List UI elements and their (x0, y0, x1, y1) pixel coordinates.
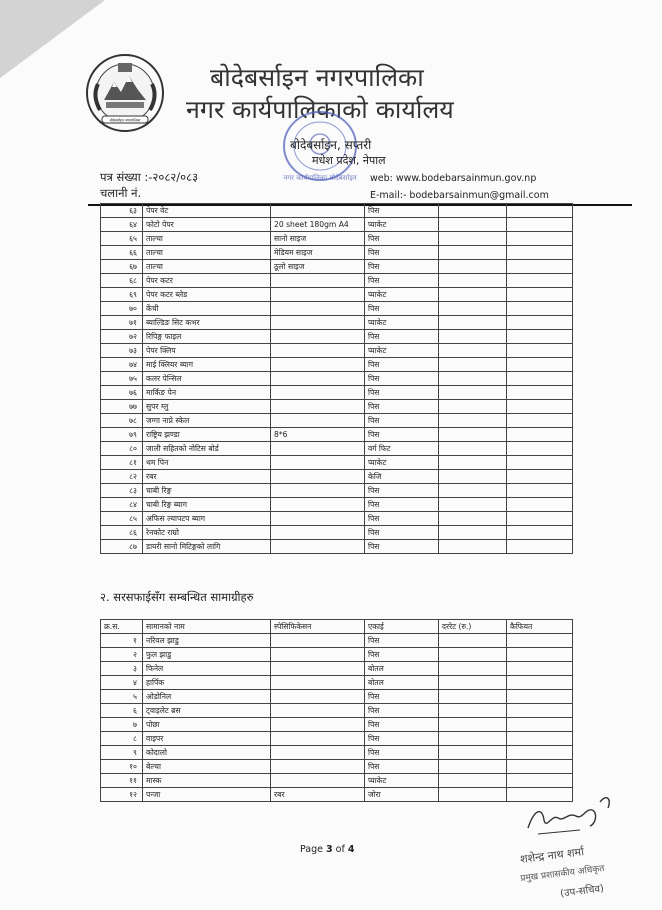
remarks-cell (507, 386, 573, 400)
spec-cell (271, 662, 365, 676)
rate-cell (439, 218, 507, 232)
rate-cell (439, 428, 507, 442)
spec-cell: 20 sheet 180gm A4 (271, 218, 365, 232)
unit-cell: पिस (365, 358, 439, 372)
unit-cell: पिस (365, 386, 439, 400)
supplies-table-1 (100, 203, 573, 554)
sn-cell: ६ (101, 704, 143, 718)
sn-cell: ७३ (101, 344, 143, 358)
unit-cell: पिस (365, 512, 439, 526)
unit-cell: पिस (365, 400, 439, 414)
cleaning-supplies-table (100, 619, 573, 802)
rate-cell (439, 704, 507, 718)
remarks-cell (507, 274, 573, 288)
remarks-cell (507, 204, 573, 218)
spec-cell: रबर (271, 788, 365, 802)
spec-cell (271, 372, 365, 386)
unit-cell: पिस (365, 526, 439, 540)
rate-cell (439, 746, 507, 760)
sn-cell: ६७ (101, 260, 143, 274)
table-row (101, 662, 573, 676)
table-row (101, 288, 573, 302)
remarks-cell (507, 690, 573, 704)
rate-cell (439, 540, 507, 554)
spec-cell (271, 386, 365, 400)
remarks-cell (507, 400, 573, 414)
name-cell: कलर पेन्सिल (143, 372, 271, 386)
name-cell: रिपिङ्ग फाइल (143, 330, 271, 344)
sn-cell: ५ (101, 690, 143, 704)
rate-cell (439, 302, 507, 316)
rate-cell (439, 386, 507, 400)
signatory-title: प्रमुख प्रशासकीय अधिकृत (519, 863, 605, 885)
spec-cell (271, 760, 365, 774)
name-cell: वाइपर (143, 732, 271, 746)
remarks-cell (507, 246, 573, 260)
unit-cell: केजि (365, 470, 439, 484)
table-row (101, 358, 573, 372)
sn-cell: ७७ (101, 400, 143, 414)
table-row (101, 526, 573, 540)
table-row (101, 676, 573, 690)
name-cell: पन्जा (143, 788, 271, 802)
unit-cell: प्याकेट (365, 288, 439, 302)
rate-cell (439, 732, 507, 746)
sn-cell: ७० (101, 302, 143, 316)
spec-cell (271, 746, 365, 760)
rate-cell (439, 358, 507, 372)
sn-cell: ८० (101, 442, 143, 456)
sn-cell: ८५ (101, 512, 143, 526)
spec-cell (271, 512, 365, 526)
remarks-cell (507, 288, 573, 302)
remarks-cell (507, 428, 573, 442)
spec-cell: सानो साइज (271, 232, 365, 246)
page-number: Page 3 of 4 (300, 844, 355, 855)
rate-cell (439, 470, 507, 484)
name-cell: केंची (143, 302, 271, 316)
table-row (101, 218, 573, 232)
office-name: नगर कार्यपालिकाको कार्यालय (186, 95, 454, 124)
unit-cell: प्याकेट (365, 456, 439, 470)
table-row (101, 442, 573, 456)
rate-cell (439, 344, 507, 358)
unit-cell: पिस (365, 274, 439, 288)
municipality-name: बोदेबर्साइन नगरपालिका (210, 63, 424, 92)
remarks-cell (507, 414, 573, 428)
unit-cell: पिस (365, 204, 439, 218)
sn-cell: १२ (101, 788, 143, 802)
table-row (101, 274, 573, 288)
sn-cell: ११ (101, 774, 143, 788)
unit-cell: प्याकेट (365, 316, 439, 330)
remarks-cell (507, 526, 573, 540)
name-cell: बेल्चा (143, 760, 271, 774)
table-row (101, 718, 573, 732)
address-line2: मधेश प्रदेश, नेपाल (312, 154, 386, 167)
remarks-cell (507, 676, 573, 690)
email-text: E-mail:- bodebarsainmun@gmail.com (370, 190, 549, 201)
signatory-role: (उप-सचिव) (559, 883, 605, 900)
spec-cell (271, 204, 365, 218)
patra-sankhya: पत्र संख्या :-२०८२/०८३ (100, 170, 199, 184)
name-cell: फिनेल (143, 662, 271, 676)
remarks-cell (507, 358, 573, 372)
spec-cell (271, 704, 365, 718)
rate-cell (439, 456, 507, 470)
remarks-cell (507, 316, 573, 330)
remarks-cell (507, 774, 573, 788)
name-cell: ताल्चा (143, 232, 271, 246)
sn-cell: ८ (101, 732, 143, 746)
unit-cell: पिस (365, 372, 439, 386)
sn-cell: ७१ (101, 316, 143, 330)
remarks-cell (507, 634, 573, 648)
remarks-cell (507, 648, 573, 662)
header-cell: एकाई (365, 620, 439, 634)
spec-cell (271, 358, 365, 372)
rate-cell (439, 662, 507, 676)
spec-cell (271, 634, 365, 648)
spec-cell (271, 718, 365, 732)
remarks-cell (507, 540, 573, 554)
spec-cell (271, 302, 365, 316)
table-row (101, 428, 573, 442)
spec-cell: 8*6 (271, 428, 365, 442)
name-cell: पेपर वेट (143, 204, 271, 218)
rate-cell (439, 718, 507, 732)
name-cell: ताल्चा (143, 246, 271, 260)
rate-cell (439, 288, 507, 302)
sn-cell: २ (101, 648, 143, 662)
unit-cell: प्याकेट (365, 774, 439, 788)
rate-cell (439, 246, 507, 260)
rate-cell (439, 414, 507, 428)
spec-cell (271, 330, 365, 344)
sn-cell: ८७ (101, 540, 143, 554)
spec-cell (271, 400, 365, 414)
spec-cell (271, 344, 365, 358)
table-row (101, 470, 573, 484)
remarks-cell (507, 456, 573, 470)
table-row (101, 232, 573, 246)
name-cell: रबर (143, 470, 271, 484)
header-cell: कैफियत (507, 620, 573, 634)
spec-cell (271, 690, 365, 704)
name-cell: सुपर ग्लु (143, 400, 271, 414)
sn-cell: ७८ (101, 414, 143, 428)
unit-cell: पिस (365, 704, 439, 718)
remarks-cell (507, 330, 573, 344)
website-text: web: www.bodebarsainmun.gov.np (370, 173, 537, 184)
sn-cell: ३ (101, 662, 143, 676)
spec-cell (271, 442, 365, 456)
table-row (101, 484, 573, 498)
chalani-number: चलानी नं. (100, 186, 142, 200)
rate-cell (439, 442, 507, 456)
unit-cell: वर्ग फिट (365, 442, 439, 456)
rate-cell (439, 260, 507, 274)
rate-cell (439, 648, 507, 662)
remarks-cell (507, 498, 573, 512)
remarks-cell (507, 704, 573, 718)
table-row (101, 204, 573, 218)
sn-cell: ७ (101, 718, 143, 732)
rate-cell (439, 512, 507, 526)
sn-cell: ८६ (101, 526, 143, 540)
sn-cell: ७९ (101, 428, 143, 442)
unit-cell: पिस (365, 232, 439, 246)
sn-cell: १ (101, 634, 143, 648)
spec-cell (271, 540, 365, 554)
sn-cell: ६४ (101, 218, 143, 232)
table-row (101, 330, 573, 344)
remarks-cell (507, 302, 573, 316)
unit-cell: पिस (365, 260, 439, 274)
name-cell: नरिवल झाडु (143, 634, 271, 648)
unit-cell: बोतल (365, 662, 439, 676)
remarks-cell (507, 260, 573, 274)
sn-cell: १० (101, 760, 143, 774)
unit-cell: पिस (365, 732, 439, 746)
rate-cell (439, 400, 507, 414)
rate-cell (439, 498, 507, 512)
remarks-cell (507, 372, 573, 386)
svg-text:नगर कार्यपालिका बोदेबर्साइन: नगर कार्यपालिका बोदेबर्साइन (283, 174, 357, 182)
rate-cell (439, 788, 507, 802)
spec-cell (271, 648, 365, 662)
unit-cell: पिस (365, 540, 439, 554)
municipality-emblem-icon (84, 52, 166, 134)
rate-cell (439, 232, 507, 246)
rate-cell (439, 760, 507, 774)
name-cell: पेपर क्लिप (143, 344, 271, 358)
unit-cell: पिस (365, 746, 439, 760)
remarks-cell (507, 344, 573, 358)
unit-cell: प्याकेट (365, 344, 439, 358)
table-row (101, 648, 573, 662)
remarks-cell (507, 718, 573, 732)
svg-text:बोदेबर्साइन नगरपालिका: बोदेबर्साइन नगरपालिका (109, 118, 141, 123)
sn-cell: ८१ (101, 456, 143, 470)
spec-cell: मेडियम साइज (271, 246, 365, 260)
unit-cell: पिस (365, 760, 439, 774)
unit-cell: पिस (365, 484, 439, 498)
name-cell: मार्किङ पेन (143, 386, 271, 400)
sn-cell: ८२ (101, 470, 143, 484)
sn-cell: ७६ (101, 386, 143, 400)
rate-cell (439, 774, 507, 788)
name-cell: थम पिन (143, 456, 271, 470)
rate-cell (439, 484, 507, 498)
remarks-cell (507, 662, 573, 676)
spec-cell (271, 456, 365, 470)
unit-cell: पिस (365, 330, 439, 344)
table-row (101, 344, 573, 358)
unit-cell: पिस (365, 634, 439, 648)
table-row (101, 260, 573, 274)
spec-cell (271, 498, 365, 512)
header-cell: दररेट (रु.) (439, 620, 507, 634)
spec-cell (271, 470, 365, 484)
unit-cell: प्याकेट (365, 218, 439, 232)
remarks-cell (507, 746, 573, 760)
spec-cell (271, 676, 365, 690)
unit-cell: पिस (365, 428, 439, 442)
unit-cell: पिस (365, 648, 439, 662)
unit-cell: पिस (365, 690, 439, 704)
name-cell: ट्वाइलेट ब्रस (143, 704, 271, 718)
table-row (101, 704, 573, 718)
unit-cell: पिस (365, 414, 439, 428)
remarks-cell (507, 760, 573, 774)
table-row (101, 400, 573, 414)
rate-cell (439, 372, 507, 386)
unit-cell: बोतल (365, 676, 439, 690)
name-cell: पेपर कटर (143, 274, 271, 288)
header-cell: क्र.स. (101, 620, 143, 634)
spec-cell: ठूलो साइज (271, 260, 365, 274)
rate-cell (439, 676, 507, 690)
rate-cell (439, 526, 507, 540)
sn-cell: ६३ (101, 204, 143, 218)
name-cell: पेपर कटर ब्लेड (143, 288, 271, 302)
table-row (101, 386, 573, 400)
name-cell: राष्ट्रिय झण्डा (143, 428, 271, 442)
spec-cell (271, 316, 365, 330)
table-header-row (101, 620, 573, 634)
name-cell: माई क्लियर ब्याग (143, 358, 271, 372)
sn-cell: ६९ (101, 288, 143, 302)
unit-cell: जोरा (365, 788, 439, 802)
rate-cell (439, 690, 507, 704)
section-2-title: २. सरसफाईसँग सम्बन्धित सामाग्रीहरु (100, 590, 254, 604)
name-cell: चाबी रिङ्ग (143, 484, 271, 498)
table-row (101, 540, 573, 554)
unit-cell: पिस (365, 498, 439, 512)
rate-cell (439, 204, 507, 218)
remarks-cell (507, 218, 573, 232)
header-cell: सामानको नाम (143, 620, 271, 634)
table-row (101, 372, 573, 386)
rate-cell (439, 634, 507, 648)
remarks-cell (507, 232, 573, 246)
remarks-cell (507, 484, 573, 498)
remarks-cell (507, 512, 573, 526)
name-cell: फोटो पेपर (143, 218, 271, 232)
sn-cell: ६५ (101, 232, 143, 246)
name-cell: फुल झाडु (143, 648, 271, 662)
table-row (101, 246, 573, 260)
spec-cell (271, 526, 365, 540)
table-row (101, 498, 573, 512)
name-cell: ओडोनिल (143, 690, 271, 704)
remarks-cell (507, 470, 573, 484)
name-cell: ताल्चा (143, 260, 271, 274)
spec-cell (271, 732, 365, 746)
name-cell: अफिस ल्यापटप ब्याग (143, 512, 271, 526)
spec-cell (271, 774, 365, 788)
table-row (101, 732, 573, 746)
table-row (101, 746, 573, 760)
table-row (101, 788, 573, 802)
table-row (101, 690, 573, 704)
sn-cell: ६६ (101, 246, 143, 260)
sn-cell: ८३ (101, 484, 143, 498)
header-cell: स्पेसिफिकेसन (271, 620, 365, 634)
sn-cell: ७४ (101, 358, 143, 372)
unit-cell: पिस (365, 246, 439, 260)
name-cell: डायरी सानो मिटिङ्गको लागि (143, 540, 271, 554)
sn-cell: ७५ (101, 372, 143, 386)
sn-cell: ७२ (101, 330, 143, 344)
table-row (101, 316, 573, 330)
spec-cell (271, 484, 365, 498)
unit-cell: पिस (365, 302, 439, 316)
sn-cell: ८४ (101, 498, 143, 512)
name-cell: पोछा (143, 718, 271, 732)
name-cell: हार्पिक (143, 676, 271, 690)
name-cell: मास्क (143, 774, 271, 788)
table-row (101, 414, 573, 428)
table-row (101, 512, 573, 526)
name-cell: रेनकोट राम्रो (143, 526, 271, 540)
signatory-name: शशेन्द्र नाथ शर्मा (519, 845, 585, 866)
name-cell: जाली सहितको नोटिस बोर्ड (143, 442, 271, 456)
name-cell: चाबी रिङ्ग ब्याग (143, 498, 271, 512)
name-cell: जग्गा नाप्ने स्केल (143, 414, 271, 428)
sn-cell: ४ (101, 676, 143, 690)
name-cell: कोदालो (143, 746, 271, 760)
remarks-cell (507, 442, 573, 456)
address-line1: बोदेबर्साइन, सप्तरी (290, 138, 372, 152)
rate-cell (439, 274, 507, 288)
table-row (101, 302, 573, 316)
unit-cell: पिस (365, 718, 439, 732)
spec-cell (271, 414, 365, 428)
spec-cell (271, 274, 365, 288)
sn-cell: ६८ (101, 274, 143, 288)
table-row (101, 760, 573, 774)
sn-cell: ९ (101, 746, 143, 760)
spec-cell (271, 288, 365, 302)
name-cell: ब्याल्डिङ सिट कभर (143, 316, 271, 330)
remarks-cell (507, 732, 573, 746)
rate-cell (439, 316, 507, 330)
rate-cell (439, 330, 507, 344)
table-row (101, 634, 573, 648)
table-row (101, 774, 573, 788)
table-row (101, 456, 573, 470)
signature-icon (520, 790, 630, 840)
